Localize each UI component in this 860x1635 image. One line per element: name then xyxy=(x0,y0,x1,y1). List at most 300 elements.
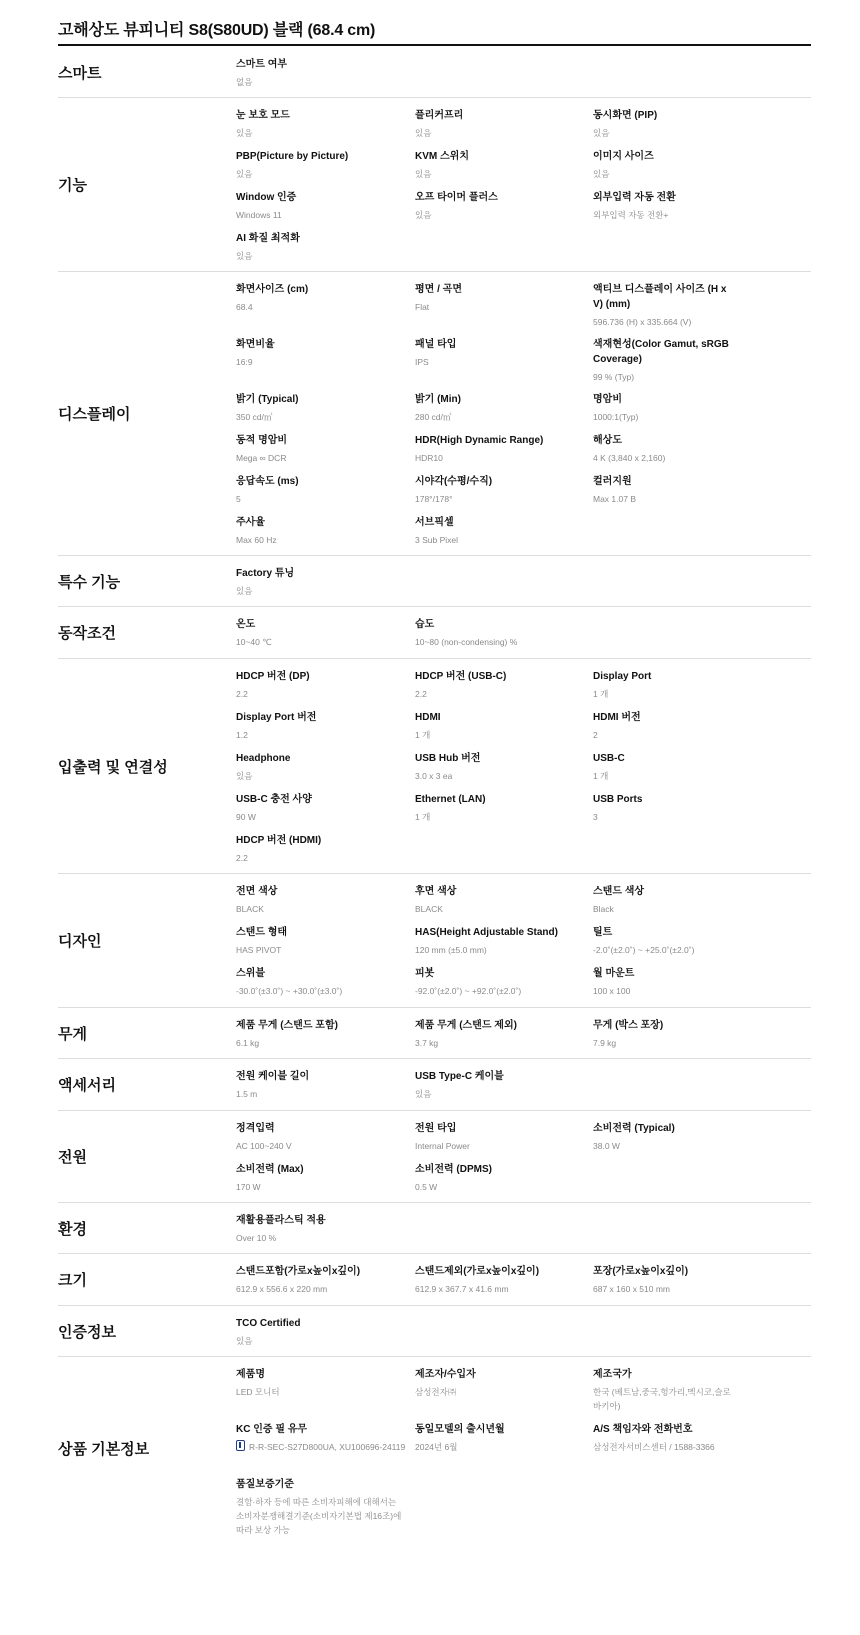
spec-item xyxy=(415,884,585,916)
spec-section xyxy=(58,658,811,874)
spec-value xyxy=(593,370,738,384)
spec-item xyxy=(236,282,406,314)
spec-item xyxy=(236,617,406,649)
spec-value xyxy=(593,984,738,998)
section-title: 입출력 및 연결성 xyxy=(58,758,168,776)
spec-value xyxy=(415,1440,585,1454)
spec-label: USB Type-C 케이블 xyxy=(415,1071,504,1082)
spec-section xyxy=(58,1305,811,1357)
spec-value-text: 삼성전자㈜ xyxy=(415,1387,457,1397)
spec-value-text: 90 W xyxy=(236,812,256,822)
spec-value xyxy=(236,1087,406,1101)
spec-value-text: 10~40 ℃ xyxy=(236,637,272,647)
spec-label: USB Ports xyxy=(593,794,643,805)
spec-item xyxy=(593,1018,738,1050)
spec-value-text: Flat xyxy=(415,302,430,312)
spec-value-text: 350 cd/㎡ xyxy=(236,412,273,422)
spec-value-text: 있음 xyxy=(415,1089,432,1099)
spec-value xyxy=(236,167,406,181)
spec-value xyxy=(236,687,406,701)
spec-label: USB-C xyxy=(593,753,625,764)
spec-value-text: 있음 xyxy=(415,169,432,179)
spec-value xyxy=(415,728,585,742)
spec-label: Display Port xyxy=(593,671,652,682)
spec-item xyxy=(593,1367,738,1413)
section-title: 환경 xyxy=(58,1220,87,1238)
spec-item xyxy=(236,566,406,598)
section-title: 동작조건 xyxy=(58,625,116,642)
spec-value-text: 1 개 xyxy=(415,812,431,822)
spec-value xyxy=(593,810,738,824)
spec-item xyxy=(593,966,738,998)
spec-value xyxy=(593,492,738,506)
spec-label: 외부입력 자동 전환 xyxy=(593,192,676,203)
spec-value xyxy=(415,769,585,783)
spec-value-text: 1.5 m xyxy=(236,1089,258,1099)
spec-value xyxy=(236,410,406,424)
spec-label: 피봇 xyxy=(415,968,435,979)
spec-label: Factory 튜닝 xyxy=(236,568,295,579)
spec-value-text: 612.9 x 367.7 x 41.6 mm xyxy=(415,1284,509,1294)
spec-item xyxy=(415,1264,585,1296)
spec-value xyxy=(236,1231,406,1245)
spec-label: 액티브 디스플레이 사이즈 (H x V) (mm) xyxy=(593,284,727,310)
spec-item xyxy=(236,966,406,998)
spec-item xyxy=(236,669,406,701)
spec-item xyxy=(236,1477,406,1537)
spec-value-text: Mega ∞ DCR xyxy=(236,453,287,463)
spec-item xyxy=(236,474,406,506)
spec-value-text: 596.736 (H) x 335.664 (V) xyxy=(593,317,692,327)
spec-value-text: HDR10 xyxy=(415,453,443,463)
spec-label: Window 인증 xyxy=(236,192,297,203)
spec-value xyxy=(415,451,585,465)
spec-label: 주사율 xyxy=(236,517,265,528)
spec-value-text: 외부입력 자동 전환+ xyxy=(593,210,669,220)
spec-item xyxy=(415,515,585,547)
spec-label: 제품명 xyxy=(236,1369,265,1380)
spec-value xyxy=(593,902,738,916)
spec-label: 서브픽셀 xyxy=(415,517,454,528)
spec-value-text: 7.9 kg xyxy=(593,1038,617,1048)
spec-value-text: 1000:1(Typ) xyxy=(593,412,639,422)
spec-label: HDCP 버전 (DP) xyxy=(236,671,310,682)
spec-item xyxy=(236,515,406,547)
section-title: 디자인 xyxy=(58,933,102,950)
section-title: 특수 기능 xyxy=(58,573,121,591)
spec-section xyxy=(58,1253,811,1306)
spec-value-text: 1 개 xyxy=(593,689,609,699)
spec-label: 동시화면 (PIP) xyxy=(593,110,658,121)
spec-label: 해상도 xyxy=(593,435,622,446)
spec-value-text: R-R-SEC-S27D800UA, XU100696-24119 xyxy=(249,1442,406,1452)
spec-value xyxy=(593,1385,738,1413)
spec-section xyxy=(58,46,811,98)
spec-value-text: 있음 xyxy=(415,128,432,138)
spec-label: 화면사이즈 (cm) xyxy=(236,284,309,295)
spec-value xyxy=(415,635,585,649)
spec-value xyxy=(593,1282,738,1296)
spec-value xyxy=(593,1139,738,1153)
spec-item xyxy=(415,190,585,222)
spec-label: Headphone xyxy=(236,753,291,764)
spec-item xyxy=(236,1422,406,1454)
spec-label: KC 인증 필 유무 xyxy=(236,1424,308,1435)
spec-item xyxy=(236,710,406,742)
spec-value-text: 있음 xyxy=(593,169,610,179)
spec-value xyxy=(236,355,406,369)
spec-label: 재활용플라스틱 적용 xyxy=(236,1215,326,1226)
spec-value xyxy=(236,984,406,998)
spec-item xyxy=(415,751,585,783)
spec-item xyxy=(593,792,738,824)
spec-section xyxy=(58,873,811,1008)
spec-label: A/S 책임자와 전화번호 xyxy=(593,1424,693,1435)
spec-item xyxy=(236,1367,406,1399)
spec-item xyxy=(593,710,738,742)
spec-label: 명암비 xyxy=(593,394,622,405)
spec-item xyxy=(415,392,585,424)
spec-label: 제품 무게 (스탠드 제외) xyxy=(415,1020,517,1031)
spec-value-text: 3.7 kg xyxy=(415,1038,439,1048)
spec-item xyxy=(593,433,738,465)
spec-label: 평면 / 곡면 xyxy=(415,284,462,295)
spec-item xyxy=(593,337,738,384)
spec-label: TCO Certified xyxy=(236,1318,301,1329)
spec-label: 밝기 (Min) xyxy=(415,394,461,405)
spec-item xyxy=(415,282,585,314)
spec-value xyxy=(593,943,738,957)
spec-value xyxy=(236,533,406,547)
spec-value xyxy=(236,1440,406,1454)
spec-value-text: 170 W xyxy=(236,1182,261,1192)
spec-value-text: 없음 xyxy=(236,77,253,87)
spec-value xyxy=(415,533,585,547)
spec-label: KVM 스위치 xyxy=(415,151,469,162)
spec-value xyxy=(236,851,406,865)
spec-label: 눈 보호 모드 xyxy=(236,110,290,121)
spec-value xyxy=(415,943,585,957)
spec-value xyxy=(236,1282,406,1296)
spec-value-text: BLACK xyxy=(415,904,443,914)
spec-label: 무게 (박스 포장) xyxy=(593,1020,664,1031)
spec-value-text: 1 개 xyxy=(593,771,609,781)
spec-label: 밝기 (Typical) xyxy=(236,394,299,405)
spec-label: 틸트 xyxy=(593,927,613,938)
spec-value xyxy=(236,208,406,222)
spec-value-text: 있음 xyxy=(236,251,253,261)
spec-section xyxy=(58,1058,811,1111)
spec-item xyxy=(236,751,406,783)
spec-item xyxy=(415,337,585,369)
spec-value xyxy=(236,1334,406,1348)
spec-item xyxy=(415,1018,585,1050)
spec-value xyxy=(236,492,406,506)
spec-value-text: 삼성전자서비스센터 / 1588-3366 xyxy=(593,1442,715,1452)
spec-value xyxy=(415,1282,585,1296)
spec-value xyxy=(415,492,585,506)
spec-label: 소비전력 (Typical) xyxy=(593,1123,675,1134)
section-title: 무게 xyxy=(58,1025,87,1043)
spec-item xyxy=(236,884,406,916)
spec-value xyxy=(593,315,738,329)
spec-label: Display Port 버전 xyxy=(236,712,317,723)
spec-value-text: 2.2 xyxy=(236,853,248,863)
spec-value xyxy=(236,1180,406,1194)
spec-value-text: -30.0˚(±3.0˚) ~ +30.0˚(±3.0˚) xyxy=(236,986,343,996)
spec-item xyxy=(415,1367,585,1399)
spec-value-text: 있음 xyxy=(236,771,253,781)
page-title: 고해상도 뷰피니티 S8(S80UD) 블랙 (68.4 cm) xyxy=(58,22,376,39)
spec-value xyxy=(415,902,585,916)
spec-value xyxy=(236,300,406,314)
spec-item xyxy=(415,792,585,824)
spec-item xyxy=(236,1264,406,1296)
spec-value-text: 6.1 kg xyxy=(236,1038,260,1048)
spec-item xyxy=(236,1213,406,1245)
spec-value-text: 1 개 xyxy=(415,730,431,740)
spec-section xyxy=(58,555,811,607)
spec-item xyxy=(236,1121,406,1153)
spec-item xyxy=(236,433,406,465)
spec-value xyxy=(236,249,406,263)
spec-item xyxy=(236,833,406,865)
spec-value xyxy=(415,687,585,701)
spec-section xyxy=(58,1202,811,1254)
spec-value-text: 10~80 (non-condensing) % xyxy=(415,637,518,647)
spec-value-text: 687 x 160 x 510 mm xyxy=(593,1284,671,1294)
spec-label: Ethernet (LAN) xyxy=(415,794,486,805)
spec-value xyxy=(415,410,585,424)
spec-item xyxy=(415,669,585,701)
spec-label: 전원 케이블 길이 xyxy=(236,1071,310,1082)
spec-value-text: 결함·하자 등에 따른 소비자피해에 대해서는 소비자분쟁해결기준(소비자기본법 제16조)에 따라 보상 가능 xyxy=(236,1497,402,1535)
spec-value xyxy=(415,1180,585,1194)
spec-item xyxy=(415,1069,585,1101)
spec-value xyxy=(236,584,406,598)
spec-value xyxy=(236,1495,406,1537)
spec-value-text: -2.0˚(±2.0˚) ~ +25.0˚(±2.0˚) xyxy=(593,945,695,955)
spec-value-text: 100 x 100 xyxy=(593,986,631,996)
spec-item xyxy=(415,474,585,506)
spec-value xyxy=(593,451,738,465)
spec-value xyxy=(236,902,406,916)
spec-item xyxy=(593,1264,738,1296)
spec-item xyxy=(415,108,585,140)
spec-item xyxy=(593,751,738,783)
spec-value xyxy=(236,943,406,957)
spec-value xyxy=(593,126,738,140)
spec-value-text: 있음 xyxy=(236,169,253,179)
spec-value-text: 있음 xyxy=(236,586,253,596)
spec-label: 이미지 사이즈 xyxy=(593,151,654,162)
spec-value-text: 0.5 W xyxy=(415,1182,438,1192)
spec-value-text: 280 cd/㎡ xyxy=(415,412,452,422)
spec-label: 전면 색상 xyxy=(236,886,278,897)
spec-label: 오프 타이머 플러스 xyxy=(415,192,498,203)
spec-label: 시야각(수평/수직) xyxy=(415,476,493,487)
spec-value xyxy=(593,687,738,701)
spec-item xyxy=(415,617,585,649)
spec-label: USB-C 충전 사양 xyxy=(236,794,312,805)
spec-value-text: HAS PIVOT xyxy=(236,945,282,955)
spec-value xyxy=(236,451,406,465)
spec-section xyxy=(58,606,811,659)
spec-value xyxy=(415,1139,585,1153)
spec-label: AI 화질 최적화 xyxy=(236,233,300,244)
spec-value-text: 3 xyxy=(593,812,598,822)
spec-value xyxy=(236,810,406,824)
spec-value xyxy=(593,1036,738,1050)
spec-label: 스위블 xyxy=(236,968,265,979)
spec-value-text: 있음 xyxy=(593,128,610,138)
spec-label: 후면 색상 xyxy=(415,886,457,897)
spec-value-text: Internal Power xyxy=(415,1141,470,1151)
spec-value xyxy=(236,126,406,140)
spec-label: 포장(가로x높이x깊이) xyxy=(593,1266,689,1277)
spec-item xyxy=(593,149,738,181)
spec-item xyxy=(236,792,406,824)
spec-item xyxy=(236,337,406,369)
spec-value-text: 한국 (베트남,중국,헝가리,멕시코,슬로바키아) xyxy=(593,1387,731,1411)
spec-value-text: 38.0 W xyxy=(593,1141,620,1151)
spec-label: 온도 xyxy=(236,619,256,630)
spec-value-text: Black xyxy=(593,904,614,914)
spec-value xyxy=(415,208,585,222)
spec-label: 스탠드제외(가로x높이x깊이) xyxy=(415,1266,540,1277)
spec-value-text: 3 Sub Pixel xyxy=(415,535,458,545)
spec-value-text: 99 % (Typ) xyxy=(593,372,635,382)
spec-value-text: Max 1.07 B xyxy=(593,494,636,504)
spec-item xyxy=(415,1422,585,1454)
section-title: 디스플레이 xyxy=(58,406,131,423)
spec-label: 스탠드 형태 xyxy=(236,927,288,938)
spec-value-text: 1.2 xyxy=(236,730,248,740)
section-title: 크기 xyxy=(58,1272,87,1289)
spec-value xyxy=(415,1385,585,1399)
spec-value xyxy=(593,769,738,783)
spec-item xyxy=(236,108,406,140)
spec-item xyxy=(236,190,406,222)
spec-item xyxy=(593,190,738,222)
spec-item xyxy=(415,1162,585,1194)
spec-value-text: 2024년 6월 xyxy=(415,1442,458,1452)
section-title: 액세서리 xyxy=(58,1077,116,1094)
spec-value-text: 4 K (3,840 x 2,160) xyxy=(593,453,666,463)
spec-value xyxy=(236,1385,406,1399)
spec-value-text: 2.2 xyxy=(236,689,248,699)
spec-item xyxy=(415,1121,585,1153)
spec-value xyxy=(415,167,585,181)
spec-label: 동적 명암비 xyxy=(236,435,288,446)
spec-value xyxy=(415,810,585,824)
section-title: 인증정보 xyxy=(58,1323,116,1341)
spec-item xyxy=(593,925,738,957)
spec-item xyxy=(236,925,406,957)
spec-value xyxy=(415,1036,585,1050)
spec-label: 색재현성(Color Gamut, sRGB Coverage) xyxy=(593,339,729,365)
spec-label: HDMI 버전 xyxy=(593,712,641,723)
spec-label: HDCP 버전 (HDMI) xyxy=(236,835,322,846)
spec-label: 스탠드포함(가로x높이x깊이) xyxy=(236,1266,361,1277)
spec-label: 제조자/수입자 xyxy=(415,1369,476,1380)
spec-value-text: 3.0 x 3 ea xyxy=(415,771,453,781)
spec-label: 스마트 여부 xyxy=(236,59,288,70)
spec-value-text: 120 mm (±5.0 mm) xyxy=(415,945,487,955)
spec-item xyxy=(415,966,585,998)
spec-label: 소비전력 (Max) xyxy=(236,1164,304,1175)
spec-value-text: Max 60 Hz xyxy=(236,535,277,545)
spec-value-text: 있음 xyxy=(415,210,432,220)
spec-label: 응답속도 (ms) xyxy=(236,476,299,487)
spec-item xyxy=(236,1162,406,1194)
spec-label: 화면비율 xyxy=(236,339,275,350)
spec-value-text: 5 xyxy=(236,494,241,504)
spec-label: PBP(Picture by Picture) xyxy=(236,151,349,162)
spec-value-text: 612.9 x 556.6 x 220 mm xyxy=(236,1284,328,1294)
spec-label: 컬러지원 xyxy=(593,476,632,487)
spec-section xyxy=(58,271,811,556)
spec-value xyxy=(236,769,406,783)
spec-value xyxy=(236,1036,406,1050)
spec-item xyxy=(415,149,585,181)
spec-item xyxy=(415,925,585,957)
spec-label: 패널 타입 xyxy=(415,339,457,350)
spec-item xyxy=(236,149,406,181)
spec-section xyxy=(58,1356,811,1540)
spec-value xyxy=(236,1139,406,1153)
section-title: 전원 xyxy=(58,1149,87,1166)
spec-item xyxy=(593,884,738,916)
spec-item xyxy=(236,1316,406,1348)
spec-value xyxy=(593,167,738,181)
spec-label: 정격입력 xyxy=(236,1123,275,1134)
section-title: 상품 기본정보 xyxy=(58,1441,150,1458)
spec-item xyxy=(415,710,585,742)
spec-label: HDR(High Dynamic Range) xyxy=(415,435,544,446)
spec-label: 제조국가 xyxy=(593,1369,632,1380)
spec-value-text: 있음 xyxy=(236,128,253,138)
spec-value xyxy=(236,635,406,649)
spec-item xyxy=(593,392,738,424)
spec-value-text: LED 모니터 xyxy=(236,1387,280,1397)
section-title: 스마트 xyxy=(58,64,102,82)
spec-value-text: BLACK xyxy=(236,904,264,914)
spec-label: USB Hub 버전 xyxy=(415,753,481,764)
spec-label: 품질보증기준 xyxy=(236,1479,294,1490)
spec-value xyxy=(415,126,585,140)
spec-item xyxy=(236,57,406,89)
spec-value xyxy=(236,728,406,742)
spec-value xyxy=(236,75,406,89)
spec-value-text: 68.4 xyxy=(236,302,253,312)
spec-item xyxy=(593,669,738,701)
spec-value-text: 2.2 xyxy=(415,689,427,699)
spec-label: 월 마운트 xyxy=(593,968,635,979)
spec-item xyxy=(593,108,738,140)
spec-section xyxy=(58,1110,811,1203)
spec-value-text: 178°/178° xyxy=(415,494,453,504)
spec-value xyxy=(593,728,738,742)
spec-value xyxy=(415,1087,585,1101)
section-title: 기능 xyxy=(58,177,87,194)
spec-section xyxy=(58,97,811,272)
spec-label: HDMI xyxy=(415,712,441,723)
spec-item xyxy=(593,474,738,506)
spec-value xyxy=(415,355,585,369)
spec-item xyxy=(236,231,406,263)
spec-item xyxy=(415,433,585,465)
